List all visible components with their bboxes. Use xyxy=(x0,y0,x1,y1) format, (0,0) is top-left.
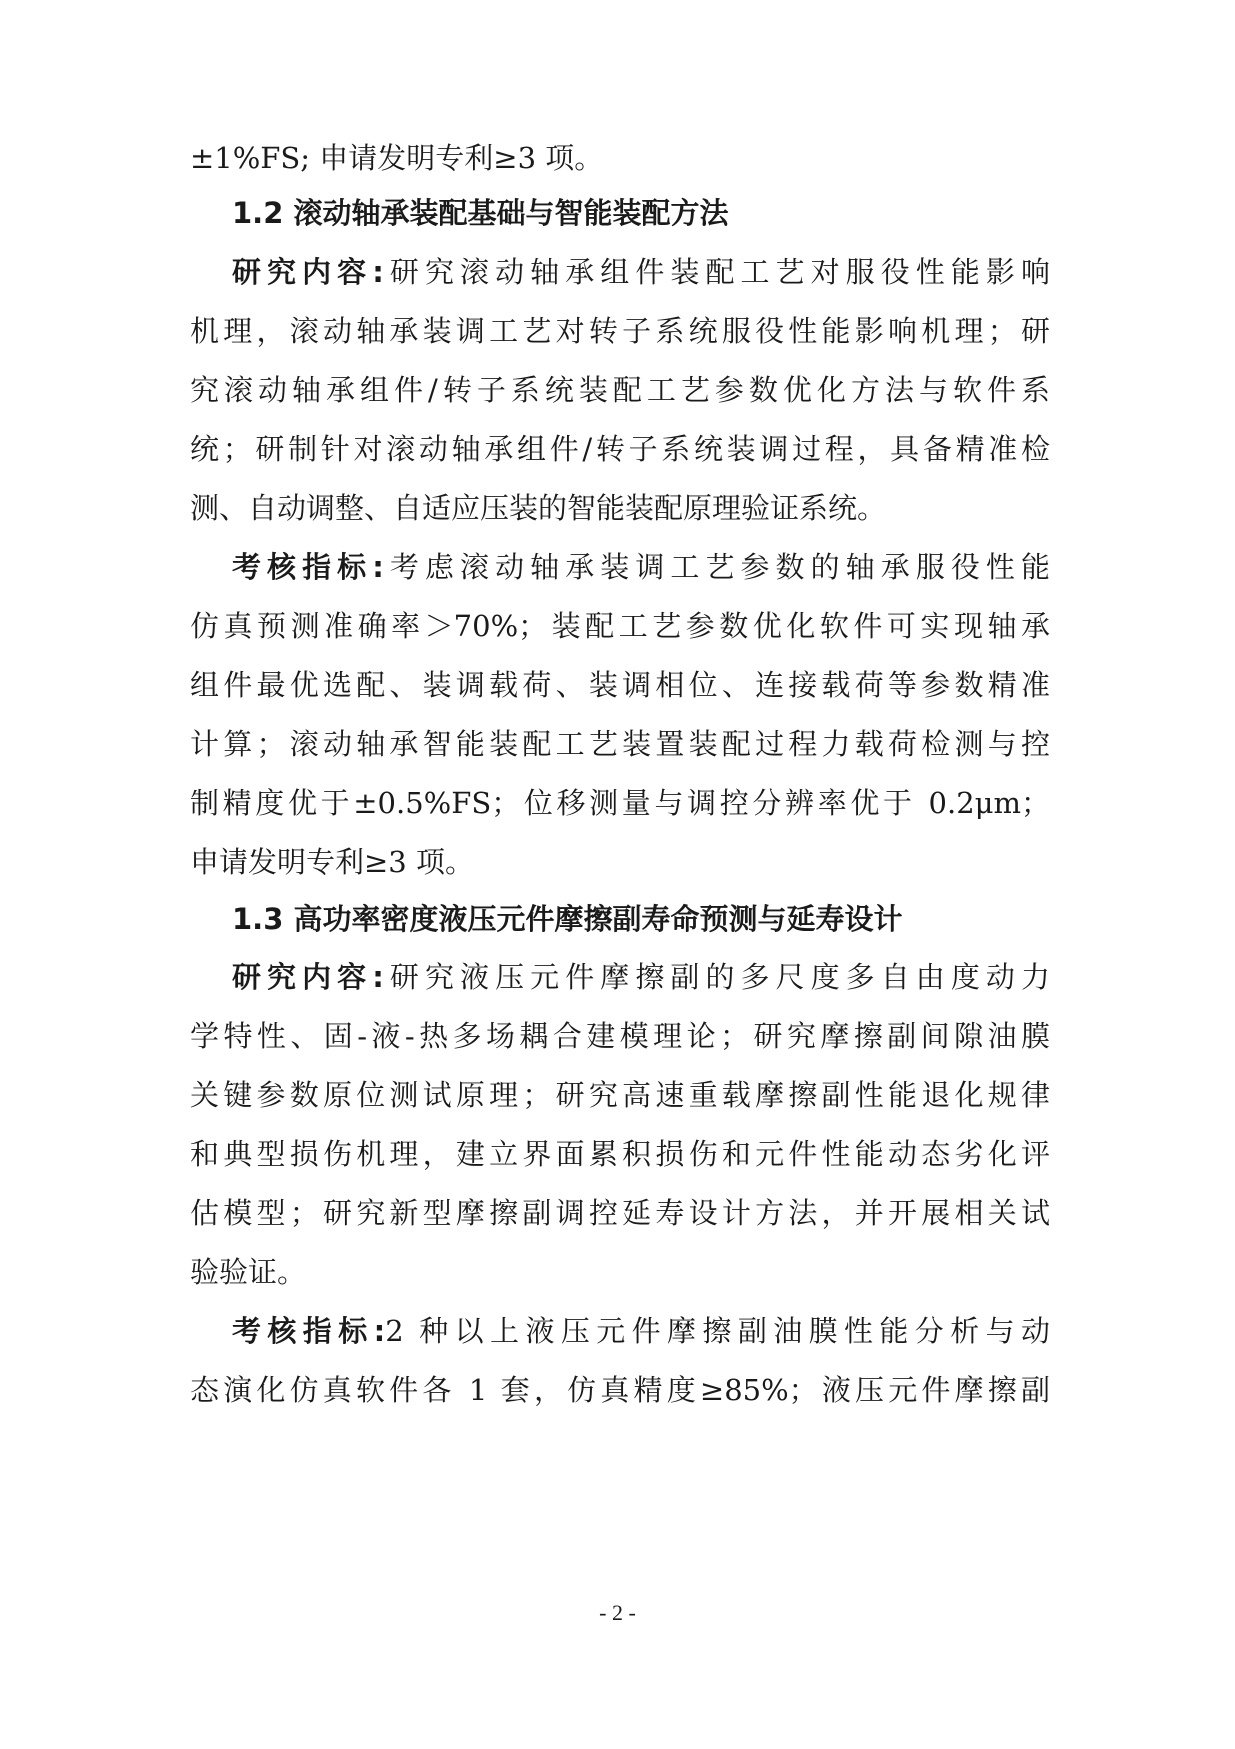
paragraph-line: 关键参数原位测试原理；研究高速重载摩擦副性能退化规律 xyxy=(190,1078,1050,1112)
research-content-1-2 xyxy=(232,252,1050,292)
section-heading-1-2: 1.2 滚动轴承装配基础与智能装配方法 xyxy=(232,196,729,230)
paragraph-line: 申请发明专利≥3 项。 xyxy=(190,845,474,879)
paragraph-line: 机理，滚动轴承装调工艺对转子系统服役性能影响机理；研 xyxy=(190,314,1050,348)
metrics-label: 考核指标: xyxy=(232,550,384,584)
paragraph-line: 制精度优于±0.5%FS；位移测量与调控分辨率优于 0.2μm； xyxy=(190,786,1050,820)
paragraph-line: 仿真预测准确率＞70%；装配工艺参数优化软件可实现轴承 xyxy=(190,609,1050,643)
paragraph-line: 统；研制针对滚动轴承组件/转子系统装调过程，具备精准检 xyxy=(190,432,1050,466)
paragraph-text: 2 种以上液压元件摩擦副油膜性能分析与动 xyxy=(385,1314,1050,1348)
metrics-1-3 xyxy=(232,1311,1050,1351)
research-content-1-3 xyxy=(232,957,1050,997)
paragraph-text: 研究滚动轴承组件装配工艺对服役性能影响 xyxy=(383,255,1050,289)
page-number: - 2 - xyxy=(599,1600,636,1625)
paragraph-line: 和典型损伤机理，建立界面累积损伤和元件性能动态劣化评 xyxy=(190,1137,1050,1171)
paragraph-line: 学特性、固-液-热多场耦合建模理论；研究摩擦副间隙油膜 xyxy=(190,1019,1050,1053)
metrics-1-2 xyxy=(232,547,1050,587)
paragraph-line: 态演化仿真软件各 1 套，仿真精度≥85%；液压元件摩擦副 xyxy=(190,1373,1050,1407)
paragraph-line: 究滚动轴承组件/转子系统装配工艺参数优化方法与软件系 xyxy=(190,373,1050,407)
paragraph-line: 组件最优选配、装调载荷、装调相位、连接载荷等参数精准 xyxy=(190,668,1050,702)
section-heading-1-3: 1.3 高功率密度液压元件摩擦副寿命预测与延寿设计 xyxy=(232,902,903,936)
paragraph-line: 测、自动调整、自适应压装的智能装配原理验证系统。 xyxy=(190,491,887,525)
research-label: 研究内容: xyxy=(232,255,384,289)
paragraph-line: 估模型；研究新型摩擦副调控延寿设计方法，并开展相关试 xyxy=(190,1196,1050,1230)
paragraph-line: 计算；滚动轴承智能装配工艺装置装配过程力载荷检测与控 xyxy=(190,727,1050,761)
paragraph-text: 考虑滚动轴承装调工艺参数的轴承服役性能 xyxy=(383,550,1050,584)
paragraph-line: ±1%FS; 申请发明专利≥3 项。 xyxy=(190,141,604,175)
metrics-label: 考核指标: xyxy=(232,1314,386,1348)
paragraph-line: 验验证。 xyxy=(190,1255,307,1289)
research-label: 研究内容: xyxy=(232,960,384,994)
paragraph-text: 研究液压元件摩擦副的多尺度多自由度动力 xyxy=(383,960,1050,994)
